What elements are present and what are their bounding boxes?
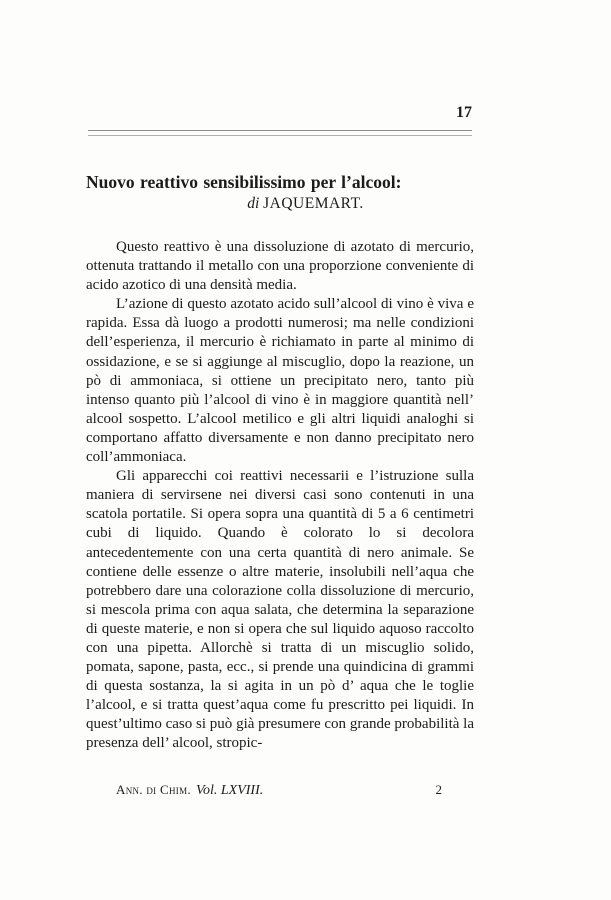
- header-rule: [88, 130, 472, 136]
- paragraph: Gli apparecchi coi reattivi necessarii e l’istruzione sulla maniera di servirsene nei diversi casi sono contenuti in una scatola portatile. Si opera sopra una quantità di 5 a 6 centimetri cubi di liquido. Quando è colorato lo si decolora antecedentemente con una certa quantità di nero animale. Se contiene delle essenze o altre materie, insolubili nell’aqua che potrebbero dare una colorazione colla dissoluzione di mercurio, si mescola prima con aqua salata, che determina la separazione di queste materie, e non si opera che sul liquido aquoso raccolto con una pipetta. Allorchè si tratta di un miscuglio solido, pomata, sapone, pasta, ecc., si prende una quindicina di grammi di questa sostanza, la si agita in un pò d’ aqua che le toglie l’alcool, e si tratta quest’aqua come fu prescritto pei liquidi. In quest’ultimo caso si può già presumere con grande probabilità la presenza dell’ alcool, stropic-: [86, 468, 474, 752]
- page-number: 17: [456, 104, 472, 121]
- page-footer: [116, 782, 442, 799]
- byline-author: JAQUEMART.: [263, 195, 364, 212]
- byline-prefix: di: [247, 195, 260, 212]
- article-byline: [0, 194, 611, 214]
- signature-mark: 2: [435, 782, 442, 797]
- journal-volume: Vol. LXVIII.: [195, 783, 264, 798]
- journal-name: Ann. di Chim.: [116, 782, 191, 797]
- paragraph: L’azione di questo azotato acido sull’alcool di vino è viva e rapida. Essa dà luogo a prodotti numerosi; ma nelle condizioni dell’esperienza, il mercurio è richiamato in parte al minimo di ossidazione, e se si aggiunge al miscuglio, dopo la reazione, un pò di ammoniaca, si ottiene un precipitato nero, tanto più intenso quanto più l’alcool di vino è in maggiore quantità nell’ alcool sospetto. L’alcool metilico e gli altri liquidi analoghi si comportano affatto diversamente e non danno precipitato nero coll’ammoniaca.: [86, 296, 474, 466]
- article-body: [86, 238, 474, 754]
- paragraph: Questo reattivo è una dissoluzione di azotato di mercurio, ottenuta trattando il metallo con una proporzione conveniente di acido azotico di una densità media.: [86, 239, 474, 294]
- article-title: Nuovo reattivo sensibilissimo per l’alcool:: [86, 172, 402, 192]
